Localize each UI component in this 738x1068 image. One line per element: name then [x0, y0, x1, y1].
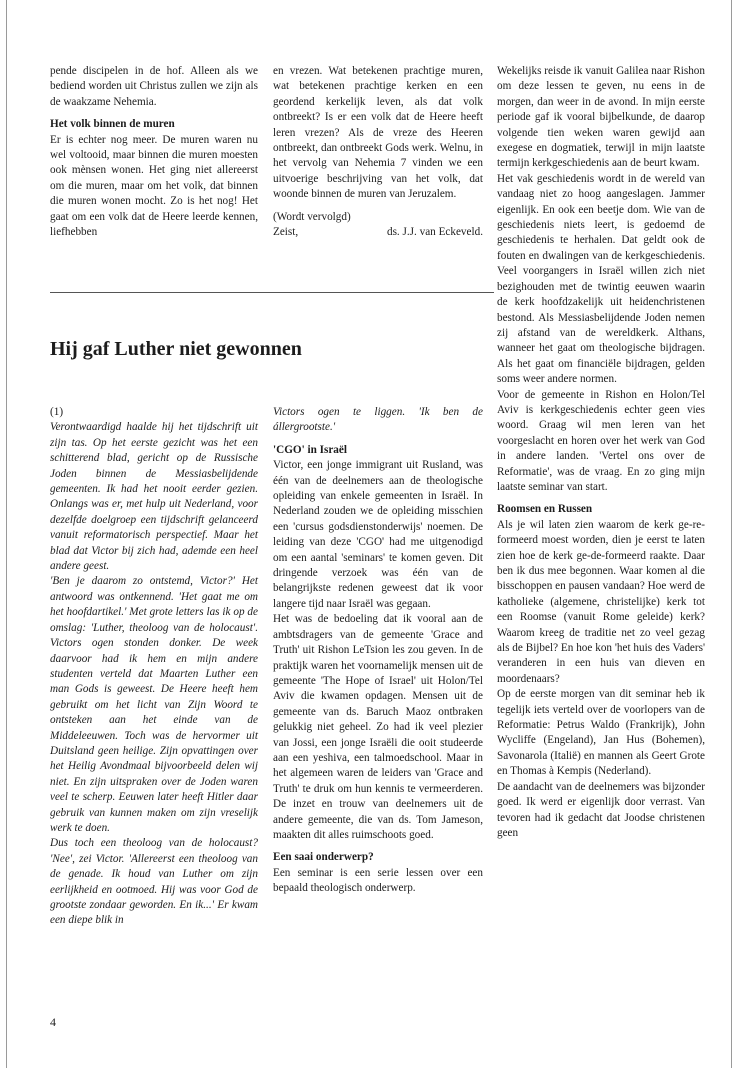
paragraph: Dus toch een theoloog van de holocaust? 'Nee', zei Victor. 'Allereerst een theoloog van de genade. Ik houd van Luther om zijn eerlijkheid en ootmoed. Hij was voor God de grootste zondaar geworden. En ik...' Er kwam een diepe blik in: [50, 837, 258, 927]
paragraph: Op de eerste morgen van dit seminar heb ik tegelijk iets verteld over de voorlopers van de Reformatie: Petrus Waldo (Frankrijk), John Wycliffe (Engeland), Jan Hus (Bohemen), Savonarola (Italië) en mannen als Geert Grote en Thomas à Kempis (Nederland).: [497, 688, 705, 778]
article-column-2: [273, 405, 483, 897]
section-heading: Het volk binnen de muren: [50, 118, 175, 131]
paragraph: Verontwaardigd haalde hij het tijdschrift uit zijn tas. Op het eerste gezicht was het een schitterend blad, gericht op de Russische Joden binnen de Messiasbelijdende gemeenten. Ik had het nooit eerder gezien. Onlangs was er, met hulp uit Nederland, voor dezelfde doelgroep een tijdschrift gelanceerd vanuit reformatorisch perspectief. Maar het blad dat Victor bij zich had, ademde een heel andere geest.: [50, 421, 258, 573]
continued-note: (Wordt vervolgd): [273, 210, 351, 223]
paragraph: Victor, een jonge immigrant uit Rusland, was één van de deelnemers aan de theologische opleiding van enkele gemeenten in Israël. In Nederland zouden we de opleiding misschien een 'cursus godsdienstonderwijs' noemen. De leiding van deze 'CGO' had me uitgenodigd om een aantal 'seminars' te komen geven. Dit dringende verzoek was één van de belangrijkste redenen geweest dat ik voor langere tijd naar Israël was gegaan.: [273, 459, 483, 610]
section-heading: 'CGO' in Israël: [273, 443, 347, 456]
paragraph: Er is echter nog meer. De muren waren nu wel voltooid, maar binnen die muren moesten ook mènsen wonen. Het ging niet allereerst om die muren, maar om het volk, dat binnen die muren wonen mocht. Zo is het nog! Het gaat om een volk dat de Heere leerde kennen, liefhebben: [50, 133, 258, 239]
paragraph: Wekelijks reisde ik vanuit Galilea naar Rishon om deze lessen te geven, nu eens in de morgen, dan weer in de avond. In mijn eerste periode gaf ik vooral bijbelkunde, de daarop volgende tien weken waren gewijd aan exegese en dogmatiek, terwijl in mijn laatste termijn kerkgeschiedenis aan de beurt kwam.: [497, 65, 705, 170]
paragraph: pende discipelen in de hof. Alleen als we bediend worden uit Christus zullen we zijn als de waakzame Nehemia.: [50, 65, 258, 108]
page-edge-right: [731, 0, 732, 1068]
paragraph: 'Ben je daarom zo ontstemd, Victor?' Het antwoord was ontkennend. 'Het gaat me om het hoofdartikel.' Met grote letters las ik op de omslag: 'Luther, theoloog van de holocaust'. Victors ogen stonden donker. De week daarvoor had ik hem en mijn andere studenten verteld dat Maarten Luther een man Gods is geweest. De Heere heeft hem gebruikt om het licht van Zijn Woord te ontsteken aan het einde van de Middeleeuwen. Toch was de hervormer uit Duitsland geen heilige. Zijn opvattingen over het Heilig Avondmaal bijvoorbeeld delen wij niet. En zijn uitspraken over de Joden waren veel te scherp. Eeuwen later heeft Hitler daar gebruik van kunnen maken om zijn vreselijk werk te doen.: [50, 575, 258, 834]
signature-place: Zeist,: [273, 226, 299, 239]
paragraph: Voor de gemeente in Rishon en Holon/Tel Aviv is kerkgeschiedenis echter geen vies woord. Graag wil men leren van het voorgeslacht en horen over het werk van God in andere landen. 'Vertel ons over de Reformatie', was de vraag. En zo ging mijn laatste seminar van start.: [497, 388, 705, 493]
section-heading: Een saai onderwerp?: [273, 851, 374, 864]
paragraph: Victors ogen te liggen. 'Ik ben de állergrootste.': [273, 406, 483, 434]
article-title: Hij gaf Luther niet gewonnen: [50, 338, 302, 360]
page-number: 4: [50, 1015, 56, 1029]
page-edge-left: [6, 0, 7, 1068]
paragraph: Het vak geschiedenis wordt in de wereld van vandaag niet zo hoog aangeslagen. Jammer eigenlijk. En ook een beetje dom. Wie van de geschiedenis niets leert, is gedoemd de geschiedenis te herhalen. Dat geldt ook de fouten en dwalingen van de kerkgeschiedenis. Veel voorgangers in Israël willen zich niet bezighouden met de twintig eeuwen waarin de kerk hoofdzakelijk uit heidenchristenen bestond. Als Messiasbelijdende Joden nemen zij afstand van de wereldkerk. Althans, wanneer het gaat om theologische bijdragen. Als het gaat om financiële bijdragen, gelden soms weer andere normen.: [497, 172, 705, 386]
paragraph: Het was de bedoeling dat ik vooral aan de ambtsdragers van de gemeente 'Grace and Truth' uit Rishon LeTsion les zou geven. In de praktijk waren het voornamelijk mensen uit de gemeente 'The Hope of Israel' uit Holon/Tel Aviv die kwamen opdagen. Mensen uit de gemeente van ds. Baruch Maoz ontbraken gelukkig niet geheel. Zo had ik veel plezier van Jossi, een jonge Israëli die ooit studeerde aan een yeshiva, een talmoedschool. Maar in het algemeen waren de leiders van 'Grace and Truth' te druk om hun kennis te vermeerderen. De inzet en trouw van deelnemers uit de andere gemeente, die van ds. Tom Jameson, maakten dit alles ruimschoots goed.: [273, 613, 483, 841]
signature-author: ds. J.J. van Eckeveld.: [386, 226, 483, 239]
paragraph: De aandacht van de deelnemers was bijzonder goed. Ik werd er eigenlijk door verrast. Van tevoren had ik gedacht dat Joodse christenen geen: [497, 780, 705, 839]
section-heading: Roomsen en Russen: [497, 503, 593, 516]
top-column-2: [273, 64, 483, 240]
paragraph: en vrezen. Wat betekenen prachtige muren, wat betekenen prachtige kerken en een geordend kerkelijk leven, als dat volk ontbreekt? Is er een volk dat de Heere heeft leren vrezen? Als de vreze des Heeren ontbreekt, dan ontbreekt Gods werk. Welnu, in het vervolg van Nehemia 7 vinden we een uitvoerige beschrijving van het volk, dat woonde binnen de muren van Jeruzalem.: [273, 65, 483, 201]
signature-line: [273, 225, 483, 240]
paragraph: Als je wil laten zien waarom de kerk ge-re-formeerd moest worden, dien je eerst te laten zien hoe de kerk ge-de-formeerd raakte. Daar ben ik dus mee begonnen. Waar komen al die bisschoppen en pausen vandaan? Hoe werd de katholieke (algemene, christelijke) kerk tot een Roomse (vanuit Rome geleide) kerk? Waarom kreeg de traditie net zo veel gezag als de Bijbel? En hoe kon 'het huis des Vaders' veranderen in een huis van dieven en moordenaars?: [497, 518, 705, 685]
paragraph: Een seminar is een serie lessen over een bepaald theologisch onderwerp.: [273, 866, 483, 895]
top-column-1: [50, 64, 258, 240]
article-column-1: [50, 405, 258, 929]
part-number: (1): [50, 406, 64, 418]
section-divider: [50, 292, 494, 293]
article-column-3: [497, 64, 705, 841]
